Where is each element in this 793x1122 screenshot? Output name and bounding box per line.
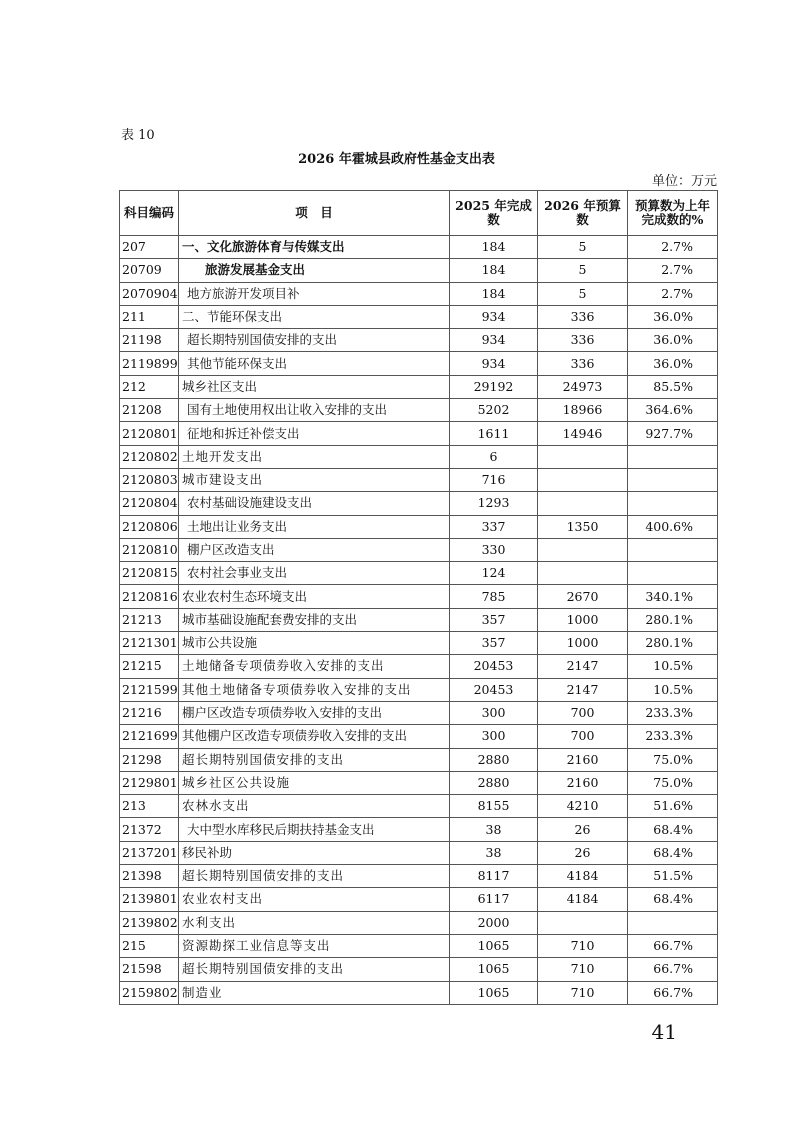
- item-name-cell: 城市建设支出: [179, 468, 450, 491]
- item-name-cell: 城乡社区公共设施: [179, 771, 450, 794]
- table-row: [120, 748, 718, 771]
- table-row: [120, 841, 718, 864]
- item-name-cell: 土地储备专项债券收入安排的支出: [179, 655, 450, 678]
- table-row: [120, 468, 718, 491]
- table-row: [120, 911, 718, 934]
- code-cell: 21598: [120, 958, 179, 981]
- budget-2026-cell: [538, 911, 628, 934]
- item-name-cell: 城市公共设施: [179, 632, 450, 655]
- actual-2025-cell: 934: [450, 352, 538, 375]
- table-row: [120, 282, 718, 305]
- item-name-cell: 制造业: [179, 981, 450, 1004]
- actual-2025-cell: 1065: [450, 981, 538, 1004]
- table-row: [120, 655, 718, 678]
- item-name-cell: 农业农村生态环境支出: [179, 585, 450, 608]
- col-header-code: 科目编码: [120, 191, 179, 236]
- actual-2025-cell: 1611: [450, 422, 538, 445]
- item-name-cell: 城乡社区支出: [179, 375, 450, 398]
- item-name-cell: 旅游发展基金支出: [179, 259, 450, 282]
- actual-2025-cell: 716: [450, 468, 538, 491]
- code-cell: 211: [120, 305, 179, 328]
- actual-2025-cell: 2000: [450, 911, 538, 934]
- actual-2025-cell: 330: [450, 538, 538, 561]
- code-cell: 2120815: [120, 562, 179, 585]
- table-row: [120, 981, 718, 1004]
- table-row: [120, 515, 718, 538]
- budget-2026-cell: 2670: [538, 585, 628, 608]
- table-row: [120, 422, 718, 445]
- table-row: [120, 445, 718, 468]
- budget-2026-cell: 4184: [538, 888, 628, 911]
- ratio-cell: 233.3%: [628, 725, 718, 748]
- col-header-item: 项 目: [179, 191, 450, 236]
- code-cell: 2139802: [120, 911, 179, 934]
- ratio-cell: 51.5%: [628, 865, 718, 888]
- budget-2026-cell: 4184: [538, 865, 628, 888]
- budget-2026-cell: 710: [538, 934, 628, 957]
- item-name-cell: 城市基础设施配套费安排的支出: [179, 608, 450, 631]
- ratio-cell: 280.1%: [628, 608, 718, 631]
- code-cell: 2159802: [120, 981, 179, 1004]
- code-cell: 2120803: [120, 468, 179, 491]
- item-name-cell: 其他土地储备专项债券收入安排的支出: [179, 678, 450, 701]
- table-row: [120, 236, 718, 259]
- ratio-cell: 66.7%: [628, 934, 718, 957]
- ratio-cell: 36.0%: [628, 329, 718, 352]
- table-row: [120, 375, 718, 398]
- item-name-cell: 地方旅游开发项目补: [179, 282, 450, 305]
- actual-2025-cell: 2880: [450, 748, 538, 771]
- code-cell: 21213: [120, 608, 179, 631]
- actual-2025-cell: 8117: [450, 865, 538, 888]
- item-name-cell: 棚户区改造专项债券收入安排的支出: [179, 701, 450, 724]
- budget-2026-cell: 4210: [538, 795, 628, 818]
- table-row: [120, 632, 718, 655]
- code-cell: 20709: [120, 259, 179, 282]
- budget-2026-cell: 5: [538, 259, 628, 282]
- table-header-row: [120, 191, 718, 236]
- budget-2026-cell: 700: [538, 701, 628, 724]
- item-name-cell: 二、节能环保支出: [179, 305, 450, 328]
- ratio-cell: 66.7%: [628, 958, 718, 981]
- actual-2025-cell: 934: [450, 305, 538, 328]
- ratio-cell: 2.7%: [628, 282, 718, 305]
- actual-2025-cell: 5202: [450, 399, 538, 422]
- page-number: 41: [651, 1020, 677, 1044]
- budget-2026-cell: [538, 468, 628, 491]
- table-row: [120, 399, 718, 422]
- ratio-cell: 280.1%: [628, 632, 718, 655]
- budget-2026-cell: 710: [538, 981, 628, 1004]
- code-cell: 2120816: [120, 585, 179, 608]
- table-title: 2026 年霍城县政府性基金支出表: [298, 152, 495, 167]
- item-name-cell: 资源勘探工业信息等支出: [179, 934, 450, 957]
- ratio-cell: 364.6%: [628, 399, 718, 422]
- ratio-cell: 68.4%: [628, 818, 718, 841]
- table-row: [120, 538, 718, 561]
- ratio-cell: 36.0%: [628, 352, 718, 375]
- actual-2025-cell: 337: [450, 515, 538, 538]
- code-cell: 2137201: [120, 841, 179, 864]
- code-cell: 2119899: [120, 352, 179, 375]
- budget-2026-cell: 18966: [538, 399, 628, 422]
- code-cell: 2120810: [120, 538, 179, 561]
- ratio-cell: [628, 911, 718, 934]
- actual-2025-cell: 357: [450, 632, 538, 655]
- actual-2025-cell: 184: [450, 236, 538, 259]
- item-name-cell: 征地和拆迁补偿支出: [179, 422, 450, 445]
- table-row: [120, 958, 718, 981]
- actual-2025-cell: 29192: [450, 375, 538, 398]
- budget-2026-cell: 5: [538, 282, 628, 305]
- ratio-cell: 75.0%: [628, 748, 718, 771]
- budget-2026-cell: 2160: [538, 748, 628, 771]
- actual-2025-cell: 357: [450, 608, 538, 631]
- item-name-cell: 超长期特别国债安排的支出: [179, 958, 450, 981]
- item-name-cell: 其他节能环保支出: [179, 352, 450, 375]
- ratio-cell: [628, 468, 718, 491]
- actual-2025-cell: 38: [450, 841, 538, 864]
- actual-2025-cell: 934: [450, 329, 538, 352]
- ratio-cell: 10.5%: [628, 678, 718, 701]
- item-name-cell: 棚户区改造支出: [179, 538, 450, 561]
- code-cell: 2139801: [120, 888, 179, 911]
- ratio-cell: 85.5%: [628, 375, 718, 398]
- ratio-cell: 2.7%: [628, 259, 718, 282]
- item-name-cell: 农村社会事业支出: [179, 562, 450, 585]
- actual-2025-cell: 124: [450, 562, 538, 585]
- table-row: [120, 888, 718, 911]
- ratio-cell: 10.5%: [628, 655, 718, 678]
- code-cell: 2121699: [120, 725, 179, 748]
- budget-2026-cell: 336: [538, 352, 628, 375]
- code-cell: 2120801: [120, 422, 179, 445]
- budget-2026-cell: [538, 538, 628, 561]
- table-row: [120, 492, 718, 515]
- actual-2025-cell: 6: [450, 445, 538, 468]
- table-row: [120, 818, 718, 841]
- code-cell: 207: [120, 236, 179, 259]
- actual-2025-cell: 6117: [450, 888, 538, 911]
- budget-2026-cell: 2147: [538, 655, 628, 678]
- table-row: [120, 795, 718, 818]
- item-name-cell: 超长期特别国债安排的支出: [179, 865, 450, 888]
- item-name-cell: 土地开发支出: [179, 445, 450, 468]
- item-name-cell: 水利支出: [179, 911, 450, 934]
- budget-2026-cell: 2147: [538, 678, 628, 701]
- item-name-cell: 国有土地使用权出让收入安排的支出: [179, 399, 450, 422]
- budget-2026-cell: 26: [538, 818, 628, 841]
- budget-2026-cell: [538, 562, 628, 585]
- budget-2026-cell: 336: [538, 329, 628, 352]
- actual-2025-cell: 20453: [450, 678, 538, 701]
- code-cell: 2120804: [120, 492, 179, 515]
- actual-2025-cell: 8155: [450, 795, 538, 818]
- ratio-cell: [628, 492, 718, 515]
- ratio-cell: 36.0%: [628, 305, 718, 328]
- budget-2026-cell: 700: [538, 725, 628, 748]
- item-name-cell: 大中型水库移民后期扶持基金支出: [179, 818, 450, 841]
- actual-2025-cell: 184: [450, 259, 538, 282]
- budget-2026-cell: 1000: [538, 608, 628, 631]
- table-row: [120, 771, 718, 794]
- ratio-cell: 233.3%: [628, 701, 718, 724]
- budget-2026-cell: [538, 445, 628, 468]
- code-cell: 21216: [120, 701, 179, 724]
- item-name-cell: 其他棚户区改造专项债券收入安排的支出: [179, 725, 450, 748]
- ratio-cell: 400.6%: [628, 515, 718, 538]
- item-name-cell: 农业农村支出: [179, 888, 450, 911]
- ratio-cell: 68.4%: [628, 888, 718, 911]
- table-row: [120, 352, 718, 375]
- actual-2025-cell: 20453: [450, 655, 538, 678]
- budget-2026-cell: 26: [538, 841, 628, 864]
- item-name-cell: 农村基础设施建设支出: [179, 492, 450, 515]
- ratio-cell: [628, 562, 718, 585]
- actual-2025-cell: 1065: [450, 934, 538, 957]
- table-row: [120, 562, 718, 585]
- budget-2026-cell: 14946: [538, 422, 628, 445]
- actual-2025-cell: 1293: [450, 492, 538, 515]
- budget-2026-cell: [538, 492, 628, 515]
- item-name-cell: 移民补助: [179, 841, 450, 864]
- table-row: [120, 259, 718, 282]
- table-row: [120, 678, 718, 701]
- code-cell: 21372: [120, 818, 179, 841]
- actual-2025-cell: 300: [450, 701, 538, 724]
- table-row: [120, 585, 718, 608]
- code-cell: 2121599: [120, 678, 179, 701]
- code-cell: 2129801: [120, 771, 179, 794]
- code-cell: 21215: [120, 655, 179, 678]
- actual-2025-cell: 38: [450, 818, 538, 841]
- actual-2025-cell: 2880: [450, 771, 538, 794]
- code-cell: 2070904: [120, 282, 179, 305]
- budget-2026-cell: 24973: [538, 375, 628, 398]
- table-row: [120, 934, 718, 957]
- table-row: [120, 725, 718, 748]
- table-label: 表 10: [121, 128, 155, 143]
- ratio-cell: [628, 538, 718, 561]
- code-cell: 212: [120, 375, 179, 398]
- col-header-2026-budget: 2026 年预算数: [538, 191, 628, 236]
- table-row: [120, 305, 718, 328]
- item-name-cell: 农林水支出: [179, 795, 450, 818]
- table-row: [120, 701, 718, 724]
- code-cell: 21398: [120, 865, 179, 888]
- budget-2026-cell: 1000: [538, 632, 628, 655]
- ratio-cell: 66.7%: [628, 981, 718, 1004]
- item-name-cell: 土地出让业务支出: [179, 515, 450, 538]
- code-cell: 21208: [120, 399, 179, 422]
- table-body: [120, 236, 718, 1005]
- ratio-cell: 927.7%: [628, 422, 718, 445]
- col-header-ratio: 预算数为上年完成数的%: [628, 191, 718, 236]
- item-name-cell: 超长期特别国债安排的支出: [179, 329, 450, 352]
- table-row: [120, 865, 718, 888]
- budget-2026-cell: 710: [538, 958, 628, 981]
- col-header-2025-actual: 2025 年完成数: [450, 191, 538, 236]
- budget-2026-cell: 336: [538, 305, 628, 328]
- unit-label: 单位：万元: [651, 174, 717, 189]
- ratio-cell: 2.7%: [628, 236, 718, 259]
- actual-2025-cell: 785: [450, 585, 538, 608]
- budget-2026-cell: 2160: [538, 771, 628, 794]
- item-name-cell: 一、文化旅游体育与传媒支出: [179, 236, 450, 259]
- code-cell: 2120802: [120, 445, 179, 468]
- code-cell: 21298: [120, 748, 179, 771]
- actual-2025-cell: 300: [450, 725, 538, 748]
- budget-2026-cell: 5: [538, 236, 628, 259]
- code-cell: 215: [120, 934, 179, 957]
- actual-2025-cell: 1065: [450, 958, 538, 981]
- code-cell: 2120806: [120, 515, 179, 538]
- ratio-cell: 75.0%: [628, 771, 718, 794]
- code-cell: 213: [120, 795, 179, 818]
- fund-expenditure-table: [119, 190, 718, 1005]
- code-cell: 21198: [120, 329, 179, 352]
- code-cell: 2121301: [120, 632, 179, 655]
- budget-2026-cell: 1350: [538, 515, 628, 538]
- ratio-cell: 51.6%: [628, 795, 718, 818]
- ratio-cell: 68.4%: [628, 841, 718, 864]
- ratio-cell: [628, 445, 718, 468]
- table-row: [120, 608, 718, 631]
- item-name-cell: 超长期特别国债安排的支出: [179, 748, 450, 771]
- actual-2025-cell: 184: [450, 282, 538, 305]
- ratio-cell: 340.1%: [628, 585, 718, 608]
- table-row: [120, 329, 718, 352]
